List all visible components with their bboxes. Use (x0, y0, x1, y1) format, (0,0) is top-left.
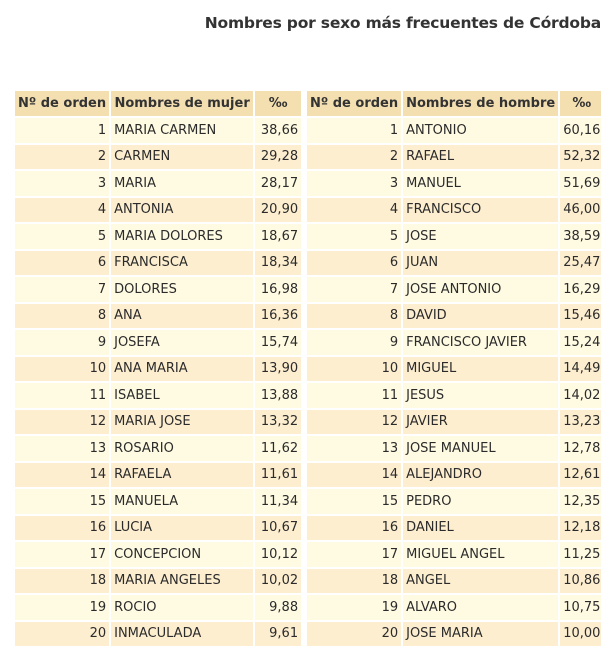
order-cell: 12 (307, 410, 403, 437)
table-header-row (15, 91, 301, 118)
name-cell: JOSEFA (111, 330, 255, 357)
order-cell: 9 (15, 330, 111, 357)
order-cell: 19 (15, 595, 111, 622)
rate-cell: 16,29 (560, 277, 601, 304)
rate-cell: 15,74 (255, 330, 301, 357)
table-row (307, 542, 601, 569)
men-table-body (307, 118, 601, 648)
table-row (307, 489, 601, 516)
name-cell: JOSE MANUEL (403, 436, 560, 463)
order-cell: 7 (15, 277, 111, 304)
table-row (15, 569, 301, 596)
column-header-name: Nombres de hombre (403, 91, 560, 118)
order-cell: 18 (15, 569, 111, 596)
order-cell: 5 (15, 224, 111, 251)
women-names-table (15, 91, 301, 648)
order-cell: 10 (307, 357, 403, 384)
name-cell: FRANCISCA (111, 251, 255, 278)
table-row (307, 383, 601, 410)
order-cell: 17 (15, 542, 111, 569)
table-row (307, 118, 601, 145)
rate-cell: 13,32 (255, 410, 301, 437)
rate-cell: 10,75 (560, 595, 601, 622)
name-cell: JOSE MARIA (403, 622, 560, 648)
rate-cell: 14,49 (560, 357, 601, 384)
table-header-row (307, 91, 601, 118)
name-cell: JUAN (403, 251, 560, 278)
name-cell: ROCIO (111, 595, 255, 622)
order-cell: 12 (15, 410, 111, 437)
order-cell: 16 (15, 516, 111, 543)
order-cell: 6 (15, 251, 111, 278)
rate-cell: 28,17 (255, 171, 301, 198)
table-row (15, 410, 301, 437)
name-cell: ROSARIO (111, 436, 255, 463)
order-cell: 13 (307, 436, 403, 463)
column-header-name: Nombres de mujer (111, 91, 255, 118)
rate-cell: 29,28 (255, 145, 301, 172)
order-cell: 16 (307, 516, 403, 543)
order-cell: 20 (15, 622, 111, 648)
name-cell: MIGUEL (403, 357, 560, 384)
name-cell: RAFAEL (403, 145, 560, 172)
order-cell: 18 (307, 569, 403, 596)
table-row (307, 171, 601, 198)
rate-cell: 9,88 (255, 595, 301, 622)
rate-cell: 52,32 (560, 145, 601, 172)
order-cell: 6 (307, 251, 403, 278)
name-cell: JOSE ANTONIO (403, 277, 560, 304)
rate-cell: 46,00 (560, 198, 601, 225)
rate-cell: 10,00 (560, 622, 601, 648)
name-cell: MIGUEL ANGEL (403, 542, 560, 569)
name-cell: MANUEL (403, 171, 560, 198)
name-cell: ANA (111, 304, 255, 331)
order-cell: 14 (15, 463, 111, 490)
rate-cell: 51,69 (560, 171, 601, 198)
table-row (307, 145, 601, 172)
name-cell: JESUS (403, 383, 560, 410)
order-cell: 3 (15, 171, 111, 198)
order-cell: 15 (15, 489, 111, 516)
table-row (15, 330, 301, 357)
table-row (15, 224, 301, 251)
order-cell: 17 (307, 542, 403, 569)
name-cell: ANA MARIA (111, 357, 255, 384)
name-cell: MARIA CARMEN (111, 118, 255, 145)
column-header-order: Nº de orden (15, 91, 111, 118)
table-row (307, 622, 601, 648)
table-row (307, 410, 601, 437)
order-cell: 4 (307, 198, 403, 225)
table-row (15, 145, 301, 172)
rate-cell: 11,61 (255, 463, 301, 490)
name-cell: JAVIER (403, 410, 560, 437)
order-cell: 1 (15, 118, 111, 145)
order-cell: 15 (307, 489, 403, 516)
table-row (15, 595, 301, 622)
table-row (15, 383, 301, 410)
rate-cell: 38,59 (560, 224, 601, 251)
name-cell: PEDRO (403, 489, 560, 516)
rate-cell: 10,12 (255, 542, 301, 569)
order-cell: 8 (307, 304, 403, 331)
table-row (15, 436, 301, 463)
table-row (15, 489, 301, 516)
rate-cell: 12,18 (560, 516, 601, 543)
order-cell: 11 (307, 383, 403, 410)
order-cell: 9 (307, 330, 403, 357)
rate-cell: 15,24 (560, 330, 601, 357)
table-row (15, 304, 301, 331)
rate-cell: 10,67 (255, 516, 301, 543)
rate-cell: 11,34 (255, 489, 301, 516)
name-cell: ALEJANDRO (403, 463, 560, 490)
column-header-order: Nº de orden (307, 91, 403, 118)
table-row (15, 171, 301, 198)
name-cell: CARMEN (111, 145, 255, 172)
order-cell: 2 (15, 145, 111, 172)
rate-cell: 10,02 (255, 569, 301, 596)
men-names-table (307, 91, 601, 648)
rate-cell: 38,66 (255, 118, 301, 145)
table-row (307, 569, 601, 596)
rate-cell: 16,98 (255, 277, 301, 304)
order-cell: 1 (307, 118, 403, 145)
order-cell: 14 (307, 463, 403, 490)
rate-cell: 12,78 (560, 436, 601, 463)
name-cell: ANTONIA (111, 198, 255, 225)
rate-cell: 11,62 (255, 436, 301, 463)
table-row (15, 277, 301, 304)
name-cell: MARIA ANGELES (111, 569, 255, 596)
name-cell: DAVID (403, 304, 560, 331)
rate-cell: 13,23 (560, 410, 601, 437)
table-row (15, 357, 301, 384)
name-cell: FRANCISCO (403, 198, 560, 225)
order-cell: 5 (307, 224, 403, 251)
table-row (307, 277, 601, 304)
rate-cell: 60,16 (560, 118, 601, 145)
table-row (307, 224, 601, 251)
table-row (15, 251, 301, 278)
name-cell: ALVARO (403, 595, 560, 622)
rate-cell: 13,90 (255, 357, 301, 384)
name-cell: JOSE (403, 224, 560, 251)
rate-cell: 12,61 (560, 463, 601, 490)
page-title: Nombres por sexo más frecuentes de Córdoba (205, 14, 601, 32)
table-row (307, 198, 601, 225)
order-cell: 13 (15, 436, 111, 463)
table-row (307, 463, 601, 490)
table-row (307, 304, 601, 331)
name-cell: CONCEPCION (111, 542, 255, 569)
table-row (15, 622, 301, 648)
name-cell: MARIA DOLORES (111, 224, 255, 251)
name-cell: DOLORES (111, 277, 255, 304)
order-cell: 20 (307, 622, 403, 648)
rate-cell: 16,36 (255, 304, 301, 331)
name-cell: RAFAELA (111, 463, 255, 490)
order-cell: 19 (307, 595, 403, 622)
table-row (307, 436, 601, 463)
order-cell: 4 (15, 198, 111, 225)
rate-cell: 12,35 (560, 489, 601, 516)
name-cell: MARIA (111, 171, 255, 198)
rate-cell: 25,47 (560, 251, 601, 278)
rate-cell: 10,86 (560, 569, 601, 596)
table-row (307, 595, 601, 622)
name-cell: INMACULADA (111, 622, 255, 648)
rate-cell: 9,61 (255, 622, 301, 648)
rate-cell: 15,46 (560, 304, 601, 331)
order-cell: 10 (15, 357, 111, 384)
order-cell: 2 (307, 145, 403, 172)
rate-cell: 13,88 (255, 383, 301, 410)
name-cell: MANUELA (111, 489, 255, 516)
table-row (15, 516, 301, 543)
table-row (307, 330, 601, 357)
name-cell: ANGEL (403, 569, 560, 596)
order-cell: 11 (15, 383, 111, 410)
table-row (15, 463, 301, 490)
order-cell: 8 (15, 304, 111, 331)
rate-cell: 20,90 (255, 198, 301, 225)
table-row (15, 118, 301, 145)
table-row (15, 542, 301, 569)
rate-cell: 14,02 (560, 383, 601, 410)
name-cell: ANTONIO (403, 118, 560, 145)
women-table-body (15, 118, 301, 648)
rate-cell: 11,25 (560, 542, 601, 569)
table-row (307, 516, 601, 543)
order-cell: 7 (307, 277, 403, 304)
table-row (15, 198, 301, 225)
column-header-rate: ‰ (560, 91, 601, 118)
name-cell: LUCIA (111, 516, 255, 543)
rate-cell: 18,67 (255, 224, 301, 251)
table-row (307, 251, 601, 278)
name-cell: FRANCISCO JAVIER (403, 330, 560, 357)
name-cell: MARIA JOSE (111, 410, 255, 437)
name-cell: ISABEL (111, 383, 255, 410)
order-cell: 3 (307, 171, 403, 198)
table-row (307, 357, 601, 384)
rate-cell: 18,34 (255, 251, 301, 278)
name-cell: DANIEL (403, 516, 560, 543)
column-header-rate: ‰ (255, 91, 301, 118)
